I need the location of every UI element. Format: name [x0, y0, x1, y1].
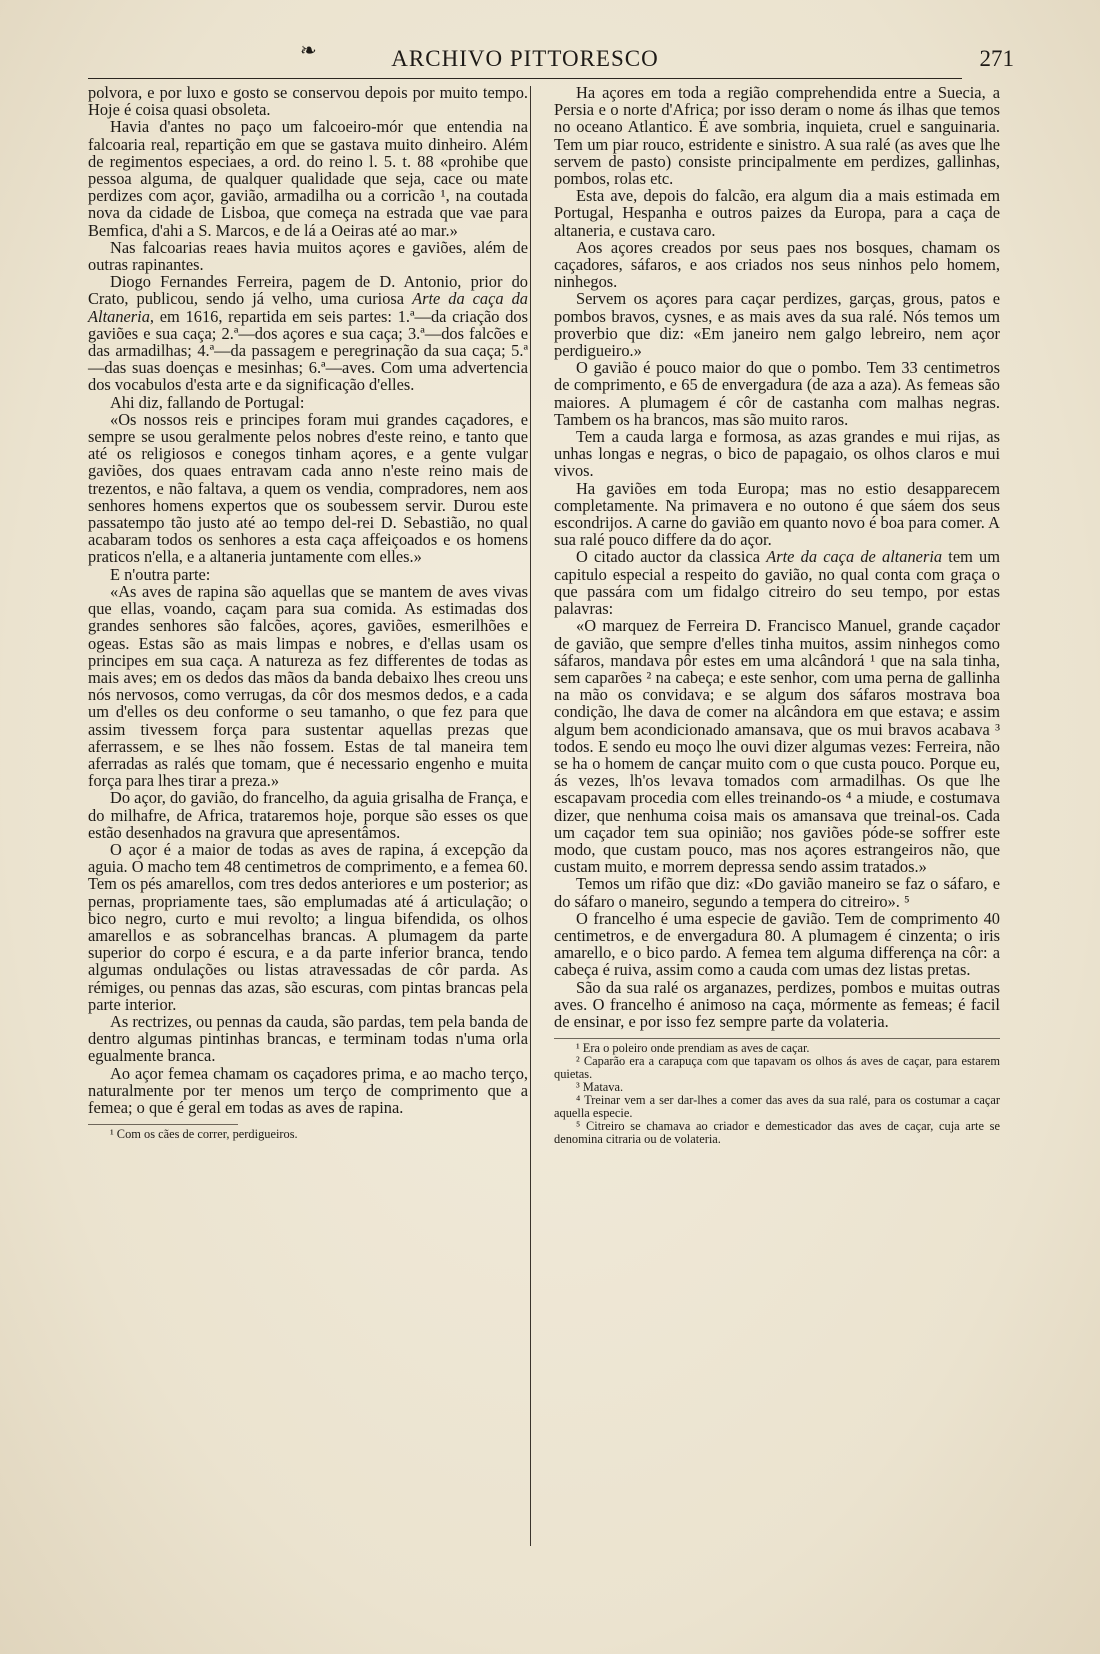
paragraph: polvora, e por luxo e gosto se conservou depois por muito tempo. Hoje é coisa quasi obsoleta. — [88, 83, 528, 120]
paragraph: Ha gaviões em toda Europa; mas no estio desapparecem completamente. Na primavera e no outono é que sáem dos seus escondrijos. A carne do gavião em quanto novo é boa para comer. A sua ralé pouco differe da do açor. — [554, 478, 1000, 550]
paragraph: Nas falcoarias reaes havia muitos açores e gaviões, além de outras rapinantes. — [88, 237, 528, 275]
paragraph: O gavião é pouco maior do que o pombo. Tem 33 centimetros de comprimento, e 65 de envergadura (de aza a aza). As femeas são maiores. A plumagem é côr de castanha com malhas negras. Tambem os ha brancos, mas são muito raros. — [554, 358, 1000, 429]
footnote: ¹ Com os cães de correr, perdigueiros. — [110, 1127, 298, 1142]
footnote: ³ Matava. — [576, 1080, 624, 1095]
paragraph: Servem os açores para caçar perdizes, garças, grous, patos e pombos bravos, cysnes, e as mais aves da sua ralé. Nós temos um proverbio que diz: «Em janeiro nem galgo lebreiro, nem açor perdigueiro.» — [554, 289, 1000, 361]
quotation: «As aves de rapina são aquellas que se mantem de aves vivas que ellas, voando, caçam para sua comida. As estimadas dos grandes senhores são falcões, açores, gaviões, esmerilhões e ogeas. Estas são as mais limpas e nobres, e d'ellas usam os principes em sua caça. A natureza as fez differentes de todas as mais aves; em os dedos das mãos da banda debaixo lhes creou uns nós nervosos, como verrugas, da côr dos mesmos dedos, e a cada um d'elles os deu conforme o seu tamanho, o que fez para que assim tivessem força para sustentar aquellas prezas que aferrassem, e se lhes não fossem. Estas de tal maneira tem aferradas as ralés que tomam, que é necessario engenho e muita força para lhes tirar a preza.» — [88, 581, 528, 791]
fleuron-ornament: ❧ — [300, 40, 317, 62]
text-run: Diogo Fernandes Ferreira, pagem de D. Antonio, prior do Crato, publicou, sendo já velho, uma curiosa — [88, 272, 528, 309]
text-run: O citado auctor da classica — [576, 547, 767, 567]
text-run: tem um capitulo especial a respeito do gavião, no qual conta com graça o que passára com um fidalgo citreiro do seu tempo, por estas palavras: — [554, 547, 1000, 619]
column-divider — [530, 86, 531, 1546]
paragraph: Ha açores em toda a região comprehendida entre a Suecia, a Persia e o norte d'Africa; por isso deram o nome ás ilhas que temos no oceano Atlantico. É ave sombria, inquieta, cruel e sanguinaria. Tem um piar rouco, estridente e sinistro. A sua ralé (as aves que lhe servem de pasto) consiste principalmente em perdizes, gallinhas, pombos, rolas etc. — [554, 83, 1000, 189]
text-run: , em 1616, repartida em seis partes: 1.ª—da criação dos gaviões e sua caça; 2.ª—dos açores e sua caça; 3.ª—dos falcões e das armadilhas; 4.ª—da passagem e peregrinação da sua caça; 5.ª—das suas doenças e mesinhas; 6.ª—aves. Com uma advertencia dos vocabulos d'esta arte e da significação d'elles. — [88, 306, 528, 395]
footnote: ⁴ Treinar vem a ser dar-lhes a comer das aves da sua ralé, para os costumar a caçar aquella especie. — [554, 1093, 1000, 1121]
footnote: ⁵ Citreiro se chamava ao criador e demesticador das aves de caçar, cuja arte se denomina citraria ou de volateria. — [554, 1119, 1000, 1147]
paragraph — [554, 548, 1000, 617]
paragraph: Ao açor femea chamam os caçadores prima, e ao macho terço, naturalmente por ter menos um terço de comprimento que a femea; o que é geral em todas as aves de rapina. — [88, 1063, 528, 1117]
paragraph: O francelho é uma especie de gavião. Tem de comprimento 40 centimetros, e de envergadura 80. A plumagem é cinzenta; o iris amarello, e o bico pardo. A femea tem alguma differença na côr: a cabeça é ruiva, assim como a cauda com umas dez listas pretas. — [554, 908, 1000, 980]
quotation: «Os nossos reis e principes foram mui grandes caçadores, e sempre se usou geralmente pelos nobres d'este reino, e tanto que até os religiosos e conegos tinham açores, e a gente vulgar gaviões, dos quaes entravam cada anno n'este reino mais de trezentos, e não faltava, a quem os vendia, compradores, nem aos senhores homens expertos que os soubessem servir. Durou este passatempo tão justo até ao tempo del-rei D. Sebastião, no qual acabaram todos os senhores a esta caça affeiçoados e os homens praticos n'ella, e a altaneria juntamente com elles.» — [88, 409, 528, 567]
footnote: ² Caparão era a carapuça com que tapavam os olhos ás aves de caçar, para estarem quietas. — [554, 1054, 1000, 1082]
paragraph — [88, 273, 528, 393]
running-title: ARCHIVO PITTORESCO — [391, 46, 659, 71]
footnote: ¹ Era o poleiro onde prendiam as aves de caçar. — [576, 1041, 810, 1056]
book-title: Arte da caça de altaneria — [766, 547, 943, 567]
paragraph: As rectrizes, ou pennas da cauda, são pardas, tem pela banda de dentro algumas pintinhas brancas, e terminam todas n'uma orla egualmente branca. — [88, 1011, 528, 1066]
paragraph: Temos um rifão que diz: «Do gavião maneiro se faz o sáfaro, e do sáfaro o maneiro, segundo a tempera do citreiro». ⁵ — [554, 874, 1000, 911]
paragraph: São da sua ralé os arganazes, perdizes, pombos e muitas outras aves. O francelho é animoso na caça, mórmente as femeas; é facil de ensinar, e por isso fez sempre parte da volateria. — [554, 977, 1000, 1031]
right-column — [554, 84, 1000, 1146]
footnotes — [88, 1124, 298, 1142]
paragraph: O açor é a maior de todas as aves de rapina, á excepção da aguia. O macho tem 48 centimetros de comprimento, e a femea 60. Tem os pés amarellos, com tres dedos anteriores e um posterior; as pernas, propriamente taes, são emplumadas até á articulação; o bico negro, curto e mui revolto; a lingua bifendida, os olhos amarellos e as sobrancelhas brancas. A plumagem da parte superior do corpo é escura, e a da parte inferior branca, tendo algumas ondulações ou listas atravessadas de côr parda. As rémiges, ou pennas das azas, são escuras, com pintas brancas pela parte interior. — [88, 839, 528, 1014]
footnotes — [554, 1038, 1000, 1146]
book-title: Arte da caça da Altaneria — [88, 289, 528, 326]
paragraph: Esta ave, depois do falcão, era algum dia a mais estimada em Portugal, Hespanha e outros paizes da Europa, para a caça de altaneria, e custava caro. — [554, 186, 1000, 240]
paragraph: E n'outra parte: — [110, 564, 211, 584]
paragraph: Do açor, do gavião, do francelho, da aguia grisalha de França, e do milhafre, de Africa, trataremos hoje, porque são esses os que estão desenhados na gravura que apresentâmos. — [88, 788, 528, 842]
page-number: 271 — [979, 46, 1014, 71]
paragraph: Tem a cauda larga e formosa, as azas grandes e mui rijas, as unhas longas e negras, o bico de papagaio, os olhos claros e mui vivos. — [554, 427, 1000, 481]
paragraph: Ahi diz, fallando de Portugal: — [110, 392, 305, 412]
paragraph: Aos açores creados por seus paes nos bosques, chamam os caçadores, sáfaros, e aos criados nos seus ninhos pelo homem, ninhegos. — [554, 237, 1000, 292]
page-header — [88, 40, 1014, 79]
left-column — [88, 84, 528, 1141]
quotation: «O marquez de Ferreira D. Francisco Manuel, grande caçador de gavião, que sempre d'elles tinha muitos, assim ninhegos como sáfaros, mandava pôr estes em uma alcândorá ¹ que na sala tinha, sem caparões ² na cabeça; e este senhor, com uma perna de gallinha na mão os convidava; e se algum dos sáfaros mostrava boa condição, lhe dava de comer na alcândora em que estava; e assim algum bem acondicionado amansava, que os mui bravos acabava ³ todos. E sendo eu moço lhe ouvi dizer algumas vezes: Ferreira, não se ha o homem de cançar muito com o que custa pouco. Porque eu, ás vezes, lh'os levava tomados com armadilhas. Os que lhe escapavam procedia com elles treinando-os ⁴ a miude, e costumava dizer, que nenhuma coisa mais os amansava que treinal-os. Cada um caçador tem sua opinião; nos gaviões póde-se soffrer este modo, que custam pouco, mas nos açores estrangeiros não, que custam muito, e morrem depressa sendo assim tratados.» — [554, 616, 1000, 877]
paragraph: Havia d'antes no paço um falcoeiro-mór que entendia na falcoaria real, repartição em que se gastava muito dinheiro. Além de regimentos especiaes, a ord. do reino l. 5. t. 88 «prohibe que pessoa alguma, de qualquer qualidade que seja, cace ou mate perdizes com açor, gavião, armadilha ou a corricão ¹, na coutada nova da cidade de Lisboa, que começa na estrada que vae para Bemfica, d'ahi a S. Marcos, e de lá a Oeiras até ao mar.» — [88, 117, 528, 240]
